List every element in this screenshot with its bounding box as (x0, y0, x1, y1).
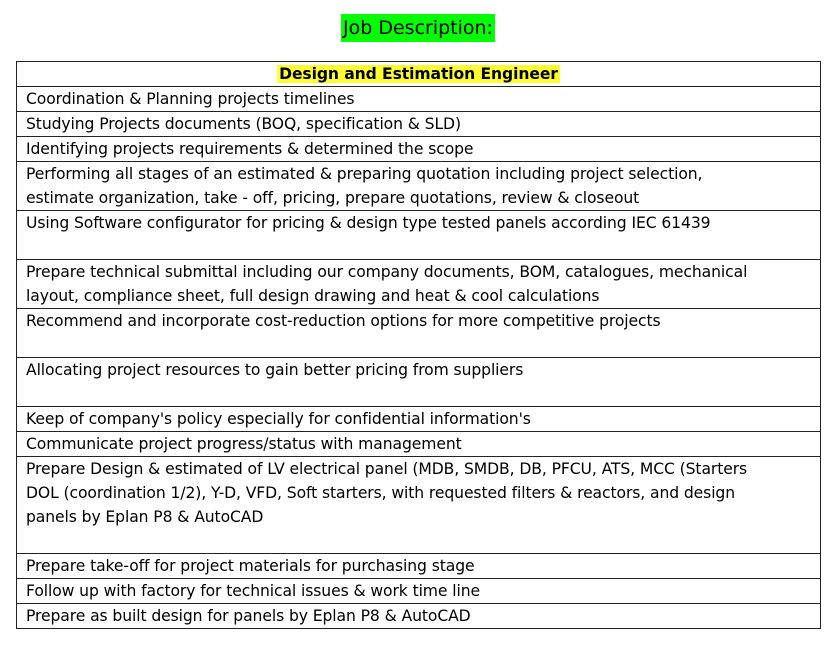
table-row (17, 162, 821, 211)
duty-line (26, 382, 811, 406)
duty-cell (17, 162, 821, 211)
table-header-cell (17, 62, 821, 87)
duty-cell (17, 211, 821, 260)
duty-line: panels by Eplan P8 & AutoCAD (26, 508, 264, 526)
duty-line: Prepare take-off for project materials for purchasing stage (26, 557, 475, 575)
table-row (17, 604, 821, 629)
duty-cell (17, 260, 821, 309)
duty-cell (17, 309, 821, 358)
duty-line: Recommend and incorporate cost-reduction options for more competitive projects (26, 312, 661, 330)
duty-line: Using Software configurator for pricing & design type tested panels according IEC 61439 (26, 214, 711, 232)
role-title: Design and Estimation Engineer (279, 65, 558, 83)
table-row (17, 211, 821, 260)
table-row (17, 309, 821, 358)
duty-cell (17, 579, 821, 604)
table-row (17, 407, 821, 432)
table-row (17, 112, 821, 137)
duty-line: layout, compliance sheet, full design drawing and heat & cool calculations (26, 287, 600, 305)
duty-line: Keep of company's policy especially for confidential information's (26, 410, 531, 428)
duty-line: Prepare technical submittal including our company documents, BOM, catalogues, mechanical (26, 263, 748, 281)
duty-line: Prepare Design & estimated of LV electrical panel (MDB, SMDB, DB, PFCU, ATS, MCC (Starters (26, 460, 748, 478)
table-row (17, 579, 821, 604)
table-row (17, 432, 821, 457)
table-row (17, 260, 821, 309)
table-row (17, 457, 821, 554)
duty-cell (17, 407, 821, 432)
table-row (17, 137, 821, 162)
duty-line: Prepare as built design for panels by Eplan P8 & AutoCAD (26, 607, 471, 625)
duty-line: Performing all stages of an estimated & preparing quotation including project selection, (26, 165, 703, 183)
duty-cell (17, 358, 821, 407)
job-description-table (16, 61, 821, 629)
duty-cell (17, 137, 821, 162)
duty-line: Coordination & Planning projects timelines (26, 90, 355, 108)
duty-cell (17, 457, 821, 554)
duty-line: Allocating project resources to gain better pricing from suppliers (26, 361, 524, 379)
duty-cell (17, 554, 821, 579)
duty-line: Studying Projects documents (BOQ, specification & SLD) (26, 115, 461, 133)
duty-line (26, 235, 811, 259)
table-row (17, 358, 821, 407)
table-row (17, 554, 821, 579)
duty-line (26, 333, 811, 357)
duty-line: Communicate project progress/status with management (26, 435, 462, 453)
duty-cell (17, 604, 821, 629)
duty-cell (17, 432, 821, 457)
duty-cell (17, 112, 821, 137)
document-title: Job Description: (341, 14, 495, 42)
table-row (17, 87, 821, 112)
table-header-row (17, 62, 821, 87)
title-container (0, 14, 836, 42)
duty-line: Identifying projects requirements & determined the scope (26, 140, 474, 158)
duty-line: DOL (coordination 1/2), Y-D, VFD, Soft starters, with requested filters & reactors, and design (26, 484, 736, 502)
duty-cell (17, 87, 821, 112)
duty-line: Follow up with factory for technical issues & work time line (26, 582, 480, 600)
duty-line (26, 529, 811, 553)
duty-line: estimate organization, take - off, pricing, prepare quotations, review & closeout (26, 189, 640, 207)
